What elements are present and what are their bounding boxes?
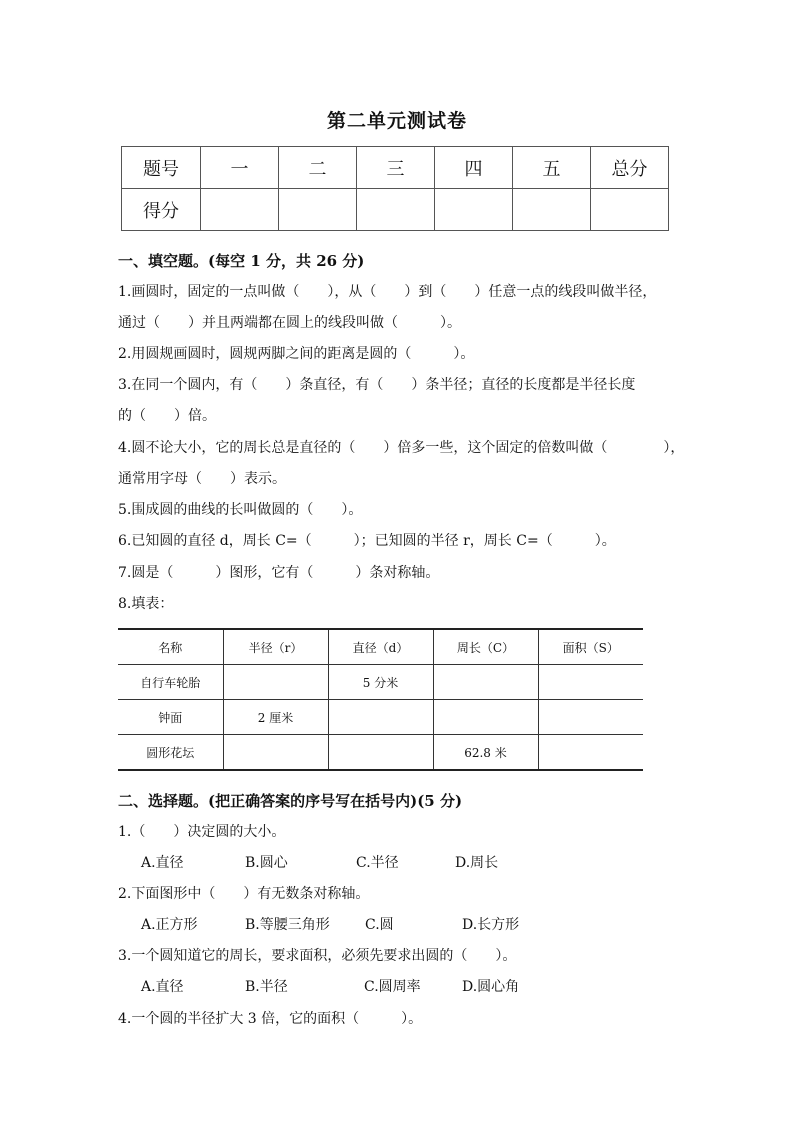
fill-table-row xyxy=(118,665,643,700)
option-c[interactable]: C.半径 xyxy=(356,855,399,871)
score-header-cell: 五 xyxy=(513,147,591,189)
page-title: 第二单元测试卷 xyxy=(326,110,467,132)
question-3-line-2: 的（ ）倍。 xyxy=(118,408,216,424)
option-b[interactable]: B.等腰三角形 xyxy=(245,917,330,933)
option-c[interactable]: C.圆 xyxy=(365,917,394,933)
option-b[interactable]: B.半径 xyxy=(245,979,288,995)
fill-table-row xyxy=(118,700,643,735)
fill-cell: 62.8 米 xyxy=(433,735,538,771)
choice-question-2: 2.下面图形中（ ）有无数条对称轴。 xyxy=(118,886,370,902)
option-a[interactable]: A.直径 xyxy=(141,979,184,995)
question-1-line-2: 通过（ ）并且两端都在圆上的线段叫做（ ）。 xyxy=(118,315,461,331)
fill-header-cell: 直径（d） xyxy=(328,629,433,665)
fill-cell[interactable] xyxy=(433,665,538,700)
score-cell[interactable] xyxy=(513,189,591,231)
score-cell[interactable] xyxy=(591,189,669,231)
option-a[interactable]: A.正方形 xyxy=(141,917,198,933)
fill-cell[interactable] xyxy=(538,700,643,735)
choice-question-1: 1.（ ）决定圆的大小。 xyxy=(118,824,286,840)
score-header-cell: 二 xyxy=(279,147,357,189)
score-cell[interactable] xyxy=(435,189,513,231)
section1-heading: 一、填空题。(每空 1 分，共 26 分) xyxy=(118,252,365,270)
fill-cell: 2 厘米 xyxy=(223,700,328,735)
score-header-cell: 四 xyxy=(435,147,513,189)
score-header-cell: 一 xyxy=(201,147,279,189)
fill-cell[interactable] xyxy=(223,665,328,700)
score-cell[interactable] xyxy=(201,189,279,231)
score-row-label: 得分 xyxy=(122,189,201,231)
score-cell[interactable] xyxy=(279,189,357,231)
score-header-cell: 题号 xyxy=(122,147,201,189)
fill-cell: 自行车轮胎 xyxy=(118,665,223,700)
section2-heading: 二、选择题。(把正确答案的序号写在括号内)(5 分) xyxy=(118,792,463,810)
fill-cell[interactable] xyxy=(328,735,433,771)
choice-question-3: 3.一个圆知道它的周长，要求面积，必须先要求出圆的（ ）。 xyxy=(118,948,517,964)
question-5: 5.围成圆的曲线的长叫做圆的（ ）。 xyxy=(118,502,363,518)
option-d[interactable]: D.圆心角 xyxy=(462,979,520,995)
question-6: 6.已知圆的直径 d，周长 C=（ ）；已知圆的半径 r，周长 C=（ ）。 xyxy=(118,533,616,549)
score-table xyxy=(121,146,669,231)
fill-cell[interactable] xyxy=(538,665,643,700)
question-7: 7.圆是（ ）图形，它有（ ）条对称轴。 xyxy=(118,565,440,581)
score-cell[interactable] xyxy=(357,189,435,231)
fill-table-row xyxy=(118,735,643,771)
score-header-cell: 总分 xyxy=(591,147,669,189)
fill-cell: 钟面 xyxy=(118,700,223,735)
question-4-line-2: 通常用字母（ ）表示。 xyxy=(118,471,286,487)
fill-header-cell: 半径（r） xyxy=(223,629,328,665)
fill-header-cell: 周长（C） xyxy=(433,629,538,665)
score-table-row xyxy=(122,189,669,231)
fill-cell[interactable] xyxy=(223,735,328,771)
fill-cell[interactable] xyxy=(538,735,643,771)
question-4-line-1: 4.圆不论大小，它的周长总是直径的（ ）倍多一些，这个固定的倍数叫做（ ）， xyxy=(118,440,685,456)
question-2: 2.用圆规画圆时，圆规两脚之间的距离是圆的（ ）。 xyxy=(118,346,475,362)
fill-cell[interactable] xyxy=(433,700,538,735)
question-8: 8.填表： xyxy=(118,596,174,612)
option-a[interactable]: A.直径 xyxy=(141,855,184,871)
fill-table-header-row xyxy=(118,629,643,665)
circle-fill-table xyxy=(118,628,643,771)
fill-cell[interactable] xyxy=(328,700,433,735)
score-table-header-row xyxy=(122,147,669,189)
fill-header-cell: 面积（S） xyxy=(538,629,643,665)
fill-header-cell: 名称 xyxy=(118,629,223,665)
question-1-line-1: 1.画圆时，固定的一点叫做（ ），从（ ）到（ ）任意一点的线段叫做半径， xyxy=(118,284,657,300)
option-d[interactable]: D.长方形 xyxy=(462,917,520,933)
fill-cell: 圆形花坛 xyxy=(118,735,223,771)
option-b[interactable]: B.圆心 xyxy=(245,855,288,871)
fill-cell: 5 分米 xyxy=(328,665,433,700)
score-header-cell: 三 xyxy=(357,147,435,189)
option-d[interactable]: D.周长 xyxy=(455,855,499,871)
option-c[interactable]: C.圆周率 xyxy=(364,979,421,995)
question-3-line-1: 3.在同一个圆内，有（ ）条直径，有（ ）条半径；直径的长度都是半径长度 xyxy=(118,377,636,393)
choice-question-4: 4.一个圆的半径扩大 3 倍，它的面积（ ）。 xyxy=(118,1011,423,1027)
